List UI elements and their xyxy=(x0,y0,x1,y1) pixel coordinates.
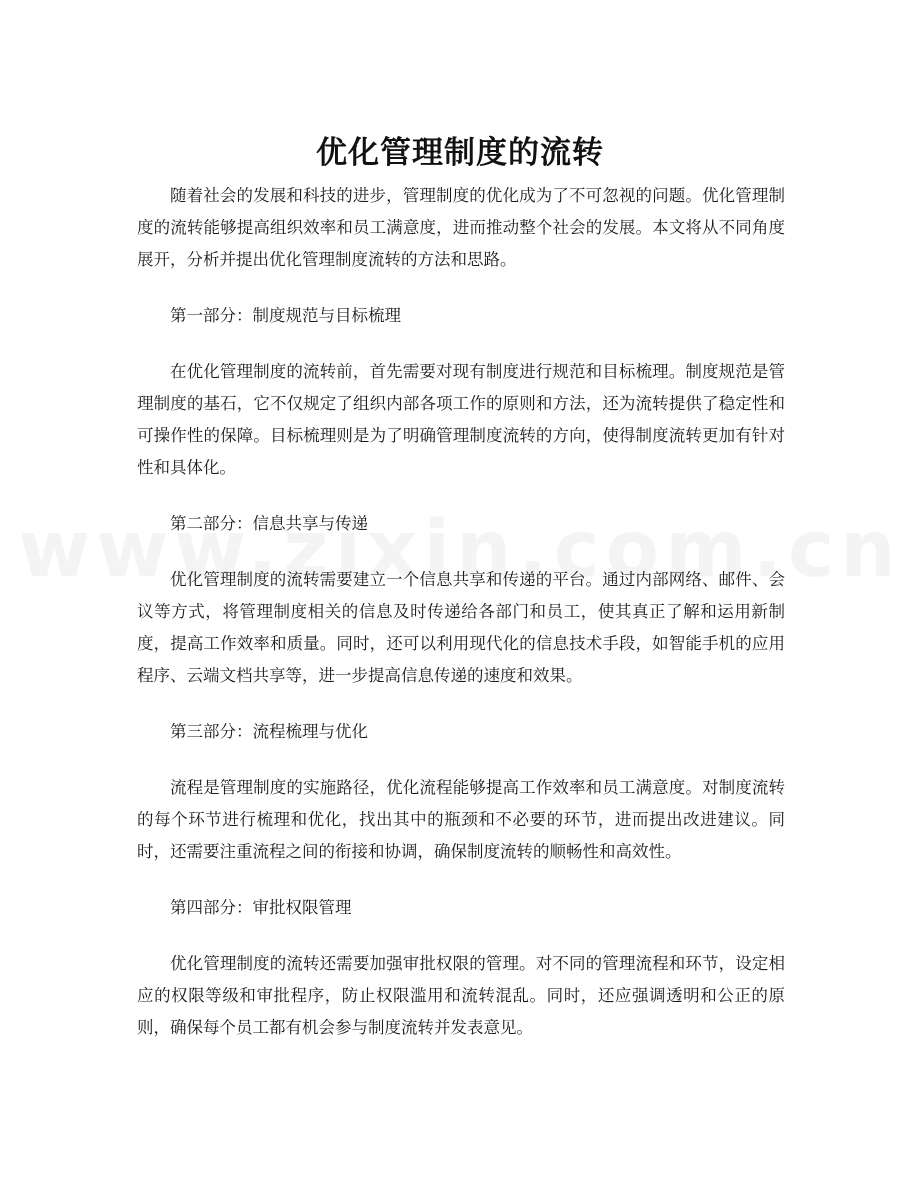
section-heading-3: 第三部分：流程梳理与优化 xyxy=(170,722,368,741)
intro-paragraph: 随着社会的发展和科技的进步，管理制度的优化成为了不可忽视的问题。优化管理制度的流转能够提高组织效率和员工满意度，进而推动整个社会的发展。本文将从不同角度展开，分析并提出优化管理制度流转的方法和思路。 xyxy=(137,186,785,269)
section-paragraph-1: 在优化管理制度的流转前，首先需要对现有制度进行规范和目标梳理。制度规范是管理制度的基石，它不仅规定了组织内部各项工作的原则和方法，还为流转提供了稳定性和可操作性的保障。目标梳理则是为了明确管理制度流转的方向，使得制度流转更加有针对性和具体化。 xyxy=(137,362,785,477)
section-paragraph-2: 优化管理制度的流转需要建立一个信息共享和传递的平台。通过内部网络、邮件、会议等方式，将管理制度相关的信息及时传递给各部门和员工，使其真正了解和运用新制度，提高工作效率和质量。同时，还可以利用现代化的信息技术手段，如智能手机的应用程序、云端文档共享等，进一步提高信息传递的速度和效果。 xyxy=(137,570,785,685)
section-heading-1: 第一部分：制度规范与目标梳理 xyxy=(170,306,401,325)
section-heading-2: 第二部分：信息共享与传递 xyxy=(170,514,368,533)
section-paragraph-4: 优化管理制度的流转还需要加强审批权限的管理。对不同的管理流程和环节，设定相应的权限等级和审批程序，防止权限滥用和流转混乱。同时，还应强调透明和公正的原则，确保每个员工都有机会参与制度流转并发表意见。 xyxy=(137,954,785,1037)
document-title: 优化管理制度的流转 xyxy=(316,134,604,171)
section-heading-4: 第四部分：审批权限管理 xyxy=(170,898,352,917)
document-body xyxy=(137,180,785,1068)
section-paragraph-3: 流程是管理制度的实施路径，优化流程能够提高工作效率和员工满意度。对制度流转的每个环节进行梳理和优化，找出其中的瓶颈和不必要的环节，进而提出改进建议。同时，还需要注重流程之间的衔接和协调，确保制度流转的顺畅性和高效性。 xyxy=(137,778,785,861)
